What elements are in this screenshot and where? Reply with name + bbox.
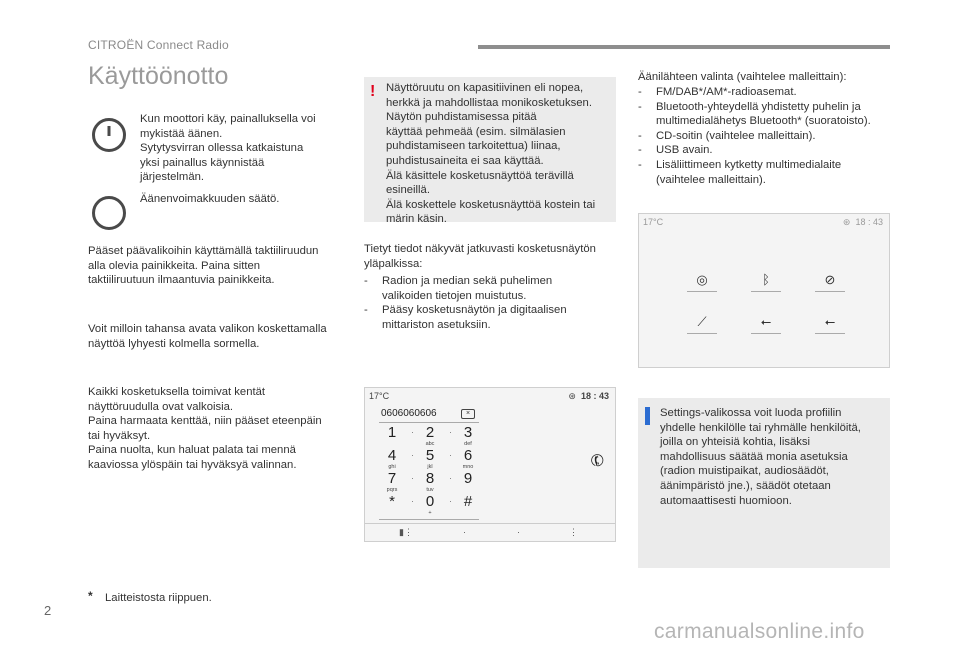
source-list [638, 85, 890, 187]
keypad-dot: · [411, 450, 414, 460]
warning-box [364, 77, 616, 226]
warning-icon: ! [370, 83, 376, 100]
keypad-dot: · [411, 427, 414, 437]
status-bar [639, 214, 889, 231]
phone-menu-icon[interactable]: ▮⋮ [399, 527, 413, 537]
divider [379, 422, 479, 423]
page-title: Käyttöönotto [88, 62, 229, 90]
keypad-key-letters: abc [425, 441, 435, 447]
keypad-key[interactable]: 4 [387, 447, 397, 464]
divider [379, 519, 479, 520]
list-item: - FM/DAB*/AM*-radioasemat. [638, 85, 890, 100]
watermark: carmanualsonline.info [654, 620, 865, 643]
page-number: 2 [44, 603, 52, 618]
keypad-key[interactable]: 5 [425, 447, 435, 464]
call-icon[interactable]: ✆ [587, 450, 609, 473]
touch-fields-paragraph: Kaikki kosketuksella toimivat kentät näyttöruudulla ovat valkoisia. Paina harmaata kenttää, niin pääset eteenpäin tai hyväksyt. Paina nuolta, kun haluat palata tai mennä kaaviossa ylöspäin tai hyväksyä valinnan. [88, 386, 322, 471]
top-bar-intro: Tietyt tiedot näkyvät jatkuvasti kosketusnäytön yläpalkissa: [364, 243, 596, 270]
radio-source-icon[interactable]: ◎ [687, 270, 717, 292]
keypad-key[interactable]: # [463, 493, 473, 510]
power-icon [92, 118, 126, 152]
info-box [638, 398, 890, 568]
list-item: - CD-soitin (vaihtelee malleittain). [638, 129, 890, 144]
menu-paragraph: Pääset päävalikoihin käyttämällä taktiiliruudun alla olevia painikkeita. Paina sitten taktiiliruutuun ilmaantuvia painikkeita. [88, 245, 319, 287]
more-icon[interactable]: ⋮ [569, 527, 578, 537]
header-bar [478, 45, 890, 49]
clock: ⊛ 18 : 43 [568, 391, 609, 401]
temperature: 17°C [369, 391, 390, 401]
dialed-number: 0606060606 [381, 408, 437, 419]
keypad-dot: · [449, 450, 452, 460]
keypad-key-letters: jkl [427, 464, 433, 470]
keypad-key-letters: pqrs [386, 487, 398, 493]
settings-icon[interactable]: ⊛ [568, 391, 576, 401]
keypad-key[interactable]: 1 [387, 424, 397, 441]
list-item: - Bluetooth-yhteydellä yhdistetty puhelin ja multimedialähetys Bluetooth* (suoratoisto). [638, 100, 890, 129]
keypad-dot: · [449, 496, 452, 506]
list-item: - Pääsy kosketusnäytön ja digitaalisen mittariston asetuksiin. [364, 303, 616, 332]
source-intro: Äänilähteen valinta (vaihtelee malleittain): [638, 71, 847, 83]
info-icon [645, 407, 650, 425]
footnote-text: Laitteistosta riippuen. [105, 592, 212, 604]
keypad-key-letters: tuv [426, 487, 434, 493]
keypad-dot: · [449, 427, 452, 437]
backspace-icon[interactable]: × [461, 409, 475, 419]
settings-icon[interactable]: ⊛ [842, 217, 851, 227]
keypad-key[interactable]: 0 [425, 493, 435, 510]
volume-knob-icon [92, 196, 126, 230]
keypad-dot: · [449, 473, 452, 483]
temperature: 17°C [643, 217, 664, 227]
phone-screen [364, 387, 616, 542]
keypad-key[interactable]: 7 [387, 470, 397, 487]
list-item: - Radion ja median sekä puhelimen valikoiden tietojen muistutus. [364, 274, 616, 303]
media-source-screen [638, 213, 890, 368]
footnote-star: * [88, 589, 93, 603]
usb-source-icon-2[interactable]: ⭠ [815, 312, 845, 334]
keypad-key-letters: + [428, 510, 432, 516]
keypad-key[interactable]: * [389, 493, 395, 510]
power-description: Kun moottori käy, painalluksella voi mykistää äänen. Sytytysvirran ollessa katkaistuna yksi painallus käynnistää järjestelmän. [140, 113, 316, 184]
list-item: - Lisäliittimeen kytketty multimedialaite (vaihtelee malleittain). [638, 158, 890, 187]
keypad-key-letters: mno [462, 464, 474, 470]
volume-description: Äänenvoimakkuuden säätö. [140, 193, 280, 205]
clock: ⊛ 18 : 43 [842, 217, 883, 227]
keypad-key[interactable]: 2 [425, 424, 435, 441]
header-title: CITROËN Connect Radio [88, 38, 229, 52]
keypad-key[interactable]: 6 [463, 447, 473, 464]
usb-source-icon[interactable]: ⭠ [751, 312, 781, 334]
nav-dot[interactable]: · [463, 527, 466, 537]
cd-source-icon[interactable]: ⊘ [815, 270, 845, 292]
top-bar-list [364, 274, 616, 332]
list-item: - USB avain. [638, 143, 890, 158]
status-bar [365, 388, 615, 405]
keypad-key[interactable]: 9 [463, 470, 473, 487]
bluetooth-source-icon[interactable]: ᛒ [751, 270, 781, 292]
keypad-key[interactable]: 8 [425, 470, 435, 487]
keypad-dot: · [411, 473, 414, 483]
phone-bottom-bar [365, 523, 615, 541]
nav-dot[interactable]: · [517, 527, 520, 537]
three-finger-paragraph: Voit milloin tahansa avata valikon koskettamalla näyttöä lyhyesti kolmella sormella. [88, 323, 327, 350]
keypad-key-letters: def [464, 441, 472, 447]
keypad-key-letters: ghi [388, 464, 396, 470]
warning-text: Näyttöruutu on kapasitiivinen eli nopea, herkkä ja mahdollistaa monikosketuksen. Näytön puhdistamisessa pitää käyttää pehmeää (esim. silmälasien puhdistamiseen tarkoitettua) liinaa, puhdistusaineita ei saa käyttää. Älä käsittele kosketusnäyttöä terävillä esineillä. Älä koskettele kosketusnäyttöä kostein tai märin käsin. [386, 82, 596, 226]
info-text: Settings-valikossa voit luoda profiilin yhdelle henkilölle tai ryhmälle henkilöitä, joilla on yhteisiä kohtia, lisäksi mahdollisuus säätää monia asetuksia (radion muistipaikat, audiosäädöt, äänimpäristö jne.), säädöt otetaan automaattisesti huomioon. [660, 407, 861, 507]
aux-source-icon[interactable]: ⟋ [687, 312, 717, 334]
keypad-dot: · [411, 496, 414, 506]
keypad-key[interactable]: 3 [463, 424, 473, 441]
